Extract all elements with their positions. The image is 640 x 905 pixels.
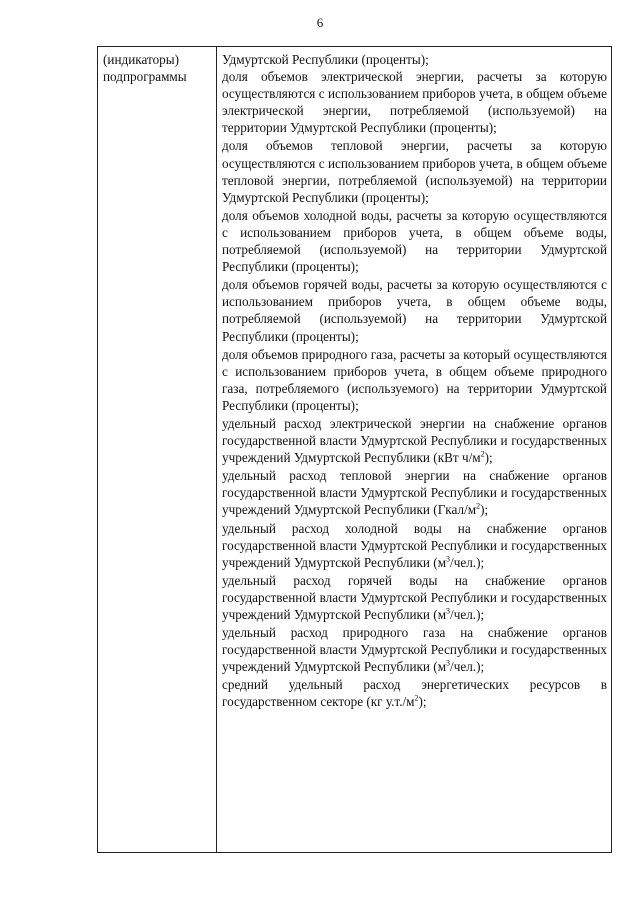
column-divider [216, 47, 217, 852]
unit-prefix: (м [433, 659, 447, 675]
unit-superscript: 3 [446, 658, 451, 668]
indicator-text: удельный расход холодной воды на снабжение органов государственной власти Удмуртской Республики и государственных учреждений Удмуртской Республики [222, 520, 607, 570]
unit-suffix: ); [484, 450, 493, 466]
indicators-table [97, 46, 612, 853]
unit-prefix: (кг у.т./м [366, 694, 415, 710]
indicator-item-unit [222, 624, 607, 675]
indicator-item: доля объемов горячей воды, расчеты за которую осуществляются с использованием приборов учета, в общем объеме воды, потребляемой (используемой) на территории Удмуртской Республики (проценты); [222, 277, 607, 344]
unit-superscript: 2 [414, 694, 419, 704]
unit-prefix: (м [433, 554, 447, 570]
indicator-item-unit [222, 520, 607, 571]
unit-superscript: 3 [446, 606, 451, 616]
row-label-line-2: подпрограммы [103, 69, 187, 85]
indicator-text: средний удельный расход энергетических ресурсов в государственном секторе [222, 677, 607, 710]
indicator-item-unit [222, 467, 607, 518]
unit-superscript: 2 [480, 449, 485, 459]
indicator-item-unit [222, 415, 607, 466]
unit-superscript: 2 [476, 502, 481, 512]
unit-suffix: ); [418, 694, 427, 710]
indicator-item: доля объемов холодной воды, расчеты за которую осуществляются с использованием приборов учета, в общем объеме воды, потребляемой (используемой) на территории Удмуртской Республики (проценты); [222, 207, 607, 275]
unit-prefix: (м [433, 607, 447, 622]
indicator-item-unit [222, 572, 607, 623]
row-label-line-1: (индикаторы) [103, 52, 180, 67]
row-label-cell [103, 51, 213, 85]
unit-suffix: ); [480, 502, 489, 518]
page-number: 6 [316, 15, 324, 30]
indicator-text: удельный расход тепловой энергии на снабжение органов государственной власти Удмуртской Республики и государственных учреждений Удмуртской Республики [222, 468, 607, 518]
indicator-item: доля объемов природного газа, расчеты за который осуществляются с использованием приборов учета, в общем объеме природного газа, потребляемого (используемого) на территории Удмуртской Республики (проценты); [222, 346, 607, 413]
indicator-item-unit [222, 676, 607, 710]
indicator-text: удельный расход природного газа на снабжение органов государственной власти Удмуртской Республики и государственных учреждений Удмуртской Республики [222, 625, 607, 675]
indicator-item: доля объемов тепловой энергии, расчеты за которую осуществляются с использованием приборов учета, в общем объеме тепловой энергии, потребляемой (используемой) на территории Удмуртской Республики (проценты); [222, 138, 607, 205]
indicator-text: удельный расход электрической энергии на снабжение органов государственной власти Удмуртской Республики и государственных учреждений Удмуртской Республики [222, 415, 607, 466]
unit-prefix: (Гкал/м [433, 502, 477, 518]
unit-superscript: 3 [446, 554, 451, 564]
unit-suffix: /чел.); [450, 659, 485, 675]
unit-prefix: (кВт ч/м [433, 450, 481, 466]
indicators-list [222, 51, 607, 711]
indicator-item: доля объемов электрической энергии, расчеты за которую осуществляются с использованием приборов учета, в общем объеме электрической энергии, потребляемой (используемой) на территории Удмуртской Республики (проценты); [222, 69, 607, 136]
unit-suffix: /чел.); [450, 607, 485, 622]
indicator-text: удельный расход горячей воды на снабжение органов государственной власти Удмуртской Республики и государственных учреждений Удмуртской Республики [222, 572, 607, 622]
unit-suffix: /чел.); [450, 554, 485, 570]
continued-text: Удмуртской Республики (проценты); [222, 52, 429, 67]
